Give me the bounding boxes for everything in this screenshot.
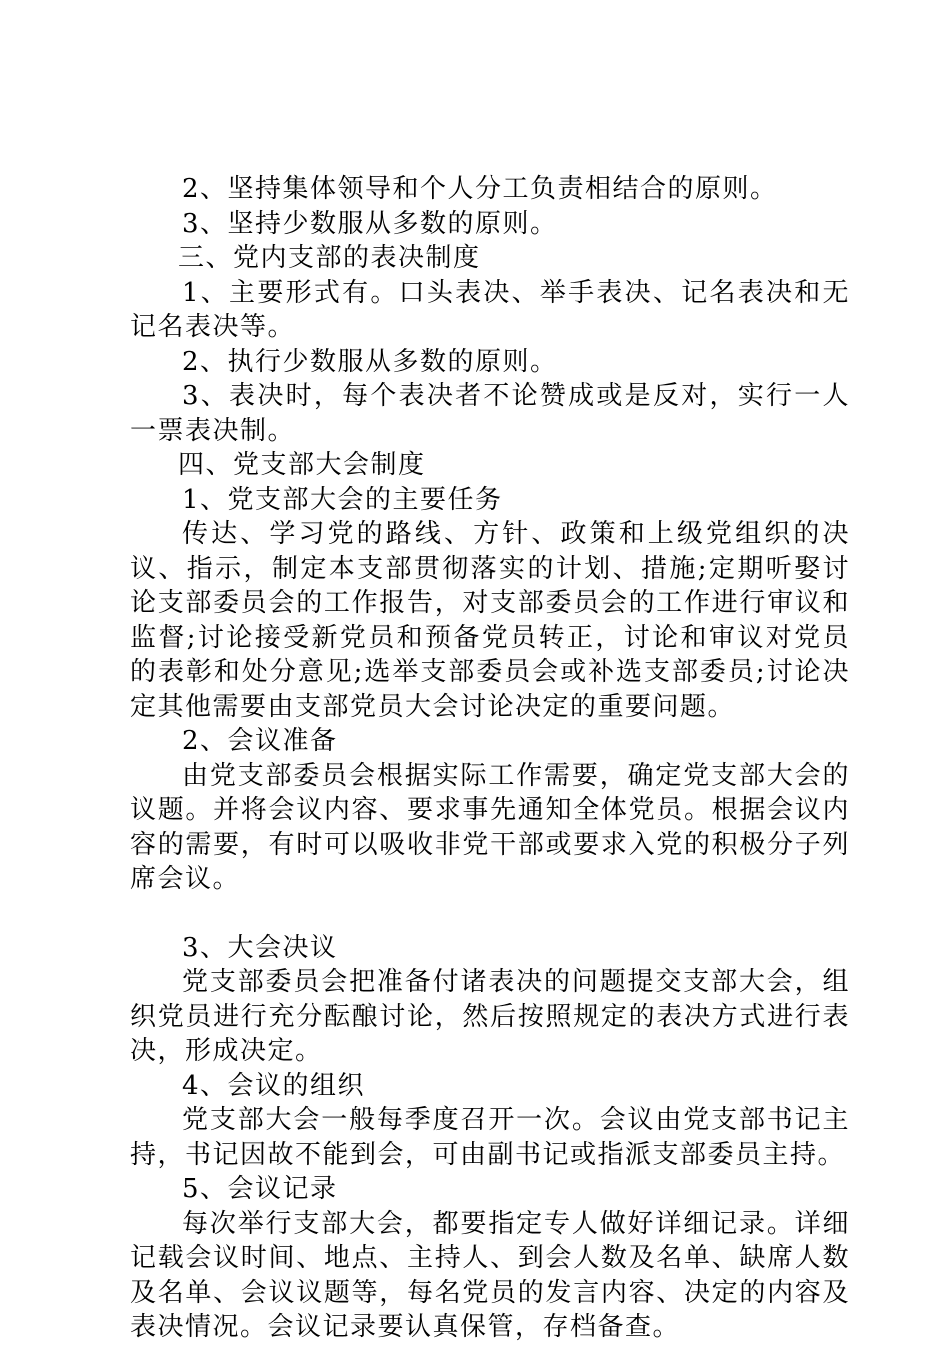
paragraph-meeting-organization: 党支部大会一般每季度召开一次。会议由党支部书记主持，书记因故不能到会，可由副书记或指派支部委员主持。 [130,1105,850,1170]
subheading-meeting-organization: 4、会议的组织 [182,1070,366,1101]
section-heading-voting-system: 三、党内支部的表决制度 [178,243,481,273]
document-body [130,172,850,1345]
paragraph-principle-2: 2、坚持集体领导和个人分工负责相结合的原则。 [182,174,778,204]
paragraph-meeting-preparation: 由党支部委员会根据实际工作需要，确定党支部大会的议题。并将会议内容、要求事先通知全体党员。根据会议内容的需要，有时可以吸收非党干部或要求入党的积极分子列席会议。 [130,760,850,894]
paragraph-voting-majority: 2、执行少数服从多数的原则。 [182,346,558,377]
subheading-meeting-preparation: 2、会议准备 [182,726,338,756]
subheading-main-tasks: 1、党支部大会的主要任务 [182,484,503,515]
subheading-meeting-records: 5、会议记录 [182,1174,338,1204]
paragraph-voting-one-vote: 3、表决时，每个表决者不论赞成或是反对，实行一人一票表决制。 [130,381,850,446]
paragraph-meeting-records: 每次举行支部大会，都要指定专人做好详细记录。详细记载会议时间、地点、主持人、到会人数及名单、缺席人数及名单、会议议题等，每名党员的发言内容、决定的内容及表决情况。会议记录要认真保管，存档备查。 [130,1208,850,1342]
paragraph-voting-forms: 1、主要形式有。口头表决、举手表决、记名表决和无记名表决等。 [130,277,850,342]
subheading-meeting-resolution: 3、大会决议 [182,932,338,963]
paragraph-principle-3: 3、坚持少数服从多数的原则。 [182,208,558,239]
paragraph-meeting-resolution: 党支部委员会把准备付诸表决的问题提交支部大会，组织党员进行充分酝酿讨论，然后按照规定的表决方式进行表决，形成决定。 [130,967,850,1066]
paragraph-main-tasks: 传达、学习党的路线、方针、政策和上级党组织的决议、指示，制定本支部贯彻落实的计划、措施;定期听娶讨论支部委员会的工作报告，对支部委员会的工作进行审议和监督;讨论接受新党员和预备党员转正，讨论和审议对党员的表彰和处分意见;选举支部委员会或补选支部委员;讨论决定其他需要由支部党员大会讨论决定的重要问题。 [130,519,850,722]
section-heading-general-meeting: 四、党支部大会制度 [178,450,426,480]
